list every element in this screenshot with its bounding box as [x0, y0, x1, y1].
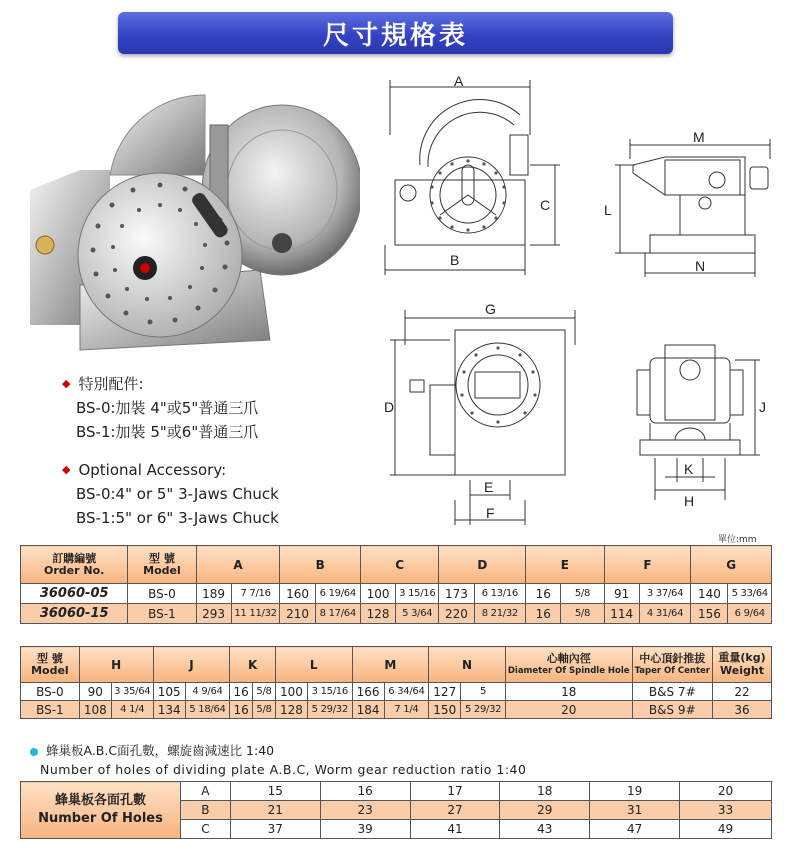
table-row [21, 782, 772, 801]
table-cell: 15 [230, 782, 320, 801]
tailstock-side-drawing [595, 125, 780, 285]
table-cell: 16 [320, 782, 410, 801]
table-cell: 36 [712, 701, 771, 719]
header-col-k: K [230, 647, 276, 683]
table-cell: 11 11/32 [231, 604, 280, 624]
header-col-m: M [352, 647, 429, 683]
model-cell: BS-0 [128, 584, 196, 604]
table-cell: 49 [680, 820, 772, 839]
table-row [21, 683, 772, 701]
table-cell: 8 17/64 [315, 604, 360, 624]
header-model: 型 號 Model [21, 647, 80, 683]
dim-label-h: H [684, 493, 695, 509]
header-col-l: L [275, 647, 352, 683]
table-cell: 8 21/32 [474, 604, 526, 624]
table-cell: 5/8 [561, 584, 604, 604]
table-cell: 39 [320, 820, 410, 839]
table-cell: 189 [196, 584, 231, 604]
header-col-e: E [526, 546, 604, 584]
table-cell: 16 [230, 683, 253, 701]
dim-label-a: A [454, 75, 464, 89]
table-cell: B&S 7# [632, 683, 712, 701]
table-cell: 128 [275, 701, 307, 719]
header-taper: 中心頂針推拔 Taper Of Center [632, 647, 712, 683]
table-cell: 5 29/32 [461, 701, 506, 719]
holes-table [20, 781, 772, 839]
table-cell: 114 [604, 604, 639, 624]
dim-label-n: N [695, 258, 706, 274]
table-cell: 6 13/16 [474, 584, 526, 604]
dim-label-b: B [450, 252, 460, 268]
table-cell: 6 9/64 [728, 604, 772, 624]
table-cell: 5/8 [561, 604, 604, 624]
table-cell: 4 31/64 [639, 604, 691, 624]
accessory-zh-line: BS-0:加裝 4"或5"普通三爪 [76, 399, 259, 417]
spec-table-1 [20, 545, 772, 624]
dim-label-l: L [604, 202, 612, 218]
accessory-en-line: BS-0:4" or 5" 3-Jaws Chuck [76, 485, 279, 503]
table-cell: 134 [153, 701, 185, 719]
table-cell: 3 15/16 [308, 683, 353, 701]
table-cell: 4 1/4 [111, 701, 153, 719]
table-cell: 91 [604, 584, 639, 604]
table-row [21, 584, 772, 604]
table-cell: 21 [230, 801, 320, 820]
table-cell: 18 [500, 782, 590, 801]
header-col-c: C [360, 546, 438, 584]
accessory-zh-title: 特別配件: [78, 375, 144, 393]
table-cell: 37 [230, 820, 320, 839]
spec-table-2 [20, 646, 772, 719]
page-title: 尺寸規格表 [322, 20, 468, 51]
table-cell: 41 [410, 820, 500, 839]
header-weight: 重量(kg) Weight [712, 647, 771, 683]
table-cell: 108 [79, 701, 111, 719]
table-cell: 100 [360, 584, 395, 604]
table-cell: 4 9/64 [185, 683, 230, 701]
tailstock-end-drawing [625, 340, 785, 520]
table-cell: 22 [712, 683, 771, 701]
table-cell: 33 [680, 801, 772, 820]
table-cell: 160 [280, 584, 315, 604]
accessory-en-title: Optional Accessory: [78, 461, 227, 479]
table-cell: 127 [429, 683, 461, 701]
table-cell: 5 3/64 [396, 604, 439, 624]
table-cell: 5 18/64 [185, 701, 230, 719]
table-cell: 140 [691, 584, 728, 604]
accessory-notes [62, 372, 279, 530]
header-order-no: 訂購編號 Order No. [21, 546, 128, 584]
table-cell: 5/8 [253, 701, 276, 719]
table-cell: 210 [280, 604, 315, 624]
plate-label: C [180, 820, 230, 839]
table-cell: 16 [230, 701, 253, 719]
header-holes: 蜂巢板各面孔數 Number Of Holes [21, 782, 181, 839]
table-cell: 47 [590, 820, 680, 839]
model-cell: BS-0 [21, 683, 80, 701]
dim-label-f: F [486, 505, 495, 521]
table-cell: 16 [526, 584, 561, 604]
diamond-bullet-icon: ◆ [62, 377, 71, 390]
table-cell: 90 [79, 683, 111, 701]
table-row [21, 701, 772, 719]
ratio-note-en: Number of holes of dividing plate A.B.C, Worm gear reduction ratio 1:40 [40, 762, 527, 777]
ratio-note-zh: 蜂巢板A.B.C面孔數，螺旋齒減速比 1:40 [30, 741, 274, 759]
table-cell: 7 1/4 [384, 701, 429, 719]
table-cell: 100 [275, 683, 307, 701]
model-cell: BS-1 [21, 701, 80, 719]
table-cell: 6 34/64 [384, 683, 429, 701]
header-col-n: N [429, 647, 506, 683]
table-cell: 184 [352, 701, 384, 719]
front-view-drawing [380, 75, 570, 285]
table-cell: 3 15/16 [396, 584, 439, 604]
table-cell: 128 [360, 604, 395, 624]
model-cell: BS-1 [128, 604, 196, 624]
dim-label-e: E [484, 479, 494, 495]
table-cell: 31 [590, 801, 680, 820]
table-cell: 20 [680, 782, 772, 801]
header-col-d: D [439, 546, 526, 584]
table-cell: 173 [439, 584, 474, 604]
header-col-g: G [691, 546, 772, 584]
table-cell: 18 [505, 683, 632, 701]
top-view-drawing [380, 300, 580, 530]
accessory-zh-line: BS-1:加裝 5"或6"普通三爪 [76, 423, 259, 441]
table-row [21, 604, 772, 624]
dim-label-m: M [693, 129, 705, 145]
title-banner [118, 12, 673, 54]
table-cell: 27 [410, 801, 500, 820]
table-cell: 43 [500, 820, 590, 839]
table-cell: 7 7/16 [231, 584, 280, 604]
table-cell: 5/8 [253, 683, 276, 701]
accessory-en-line: BS-1:5" or 6" 3-Jaws Chuck [76, 509, 279, 527]
header-col-b: B [280, 546, 361, 584]
table-cell: 29 [500, 801, 590, 820]
header-model: 型 號 Model [128, 546, 196, 584]
table-cell: 16 [526, 604, 561, 624]
table-cell: 5 [461, 683, 506, 701]
dim-label-k: K [684, 461, 694, 477]
table-cell: 166 [352, 683, 384, 701]
plate-label: A [180, 782, 230, 801]
bullet-dot-icon [30, 748, 38, 756]
order-no-cell: 36060-15 [21, 604, 128, 624]
table-cell: 23 [320, 801, 410, 820]
table-cell: 220 [439, 604, 474, 624]
table-cell: 17 [410, 782, 500, 801]
table-cell: 20 [505, 701, 632, 719]
table-cell: 156 [691, 604, 728, 624]
table-cell: 293 [196, 604, 231, 624]
header-col-f: F [604, 546, 691, 584]
table-cell: 5 29/32 [308, 701, 353, 719]
order-no-cell: 36060-05 [21, 584, 128, 604]
header-col-h: H [79, 647, 153, 683]
table-cell: 5 33/64 [728, 584, 772, 604]
table-cell: 150 [429, 701, 461, 719]
dim-label-c: C [540, 197, 551, 213]
table-cell: 6 19/64 [315, 584, 360, 604]
unit-label: 單位:mm [718, 535, 757, 545]
table-cell: 19 [590, 782, 680, 801]
table-cell: B&S 9# [632, 701, 712, 719]
dim-label-d: D [384, 399, 395, 415]
table-cell: 3 35/64 [111, 683, 153, 701]
dim-label-g: G [485, 301, 496, 317]
header-col-a: A [196, 546, 280, 584]
table-cell: 105 [153, 683, 185, 701]
header-spindle-hole: 心軸內徑 Diameter Of Spindle Hole [505, 647, 632, 683]
product-photo [20, 80, 360, 365]
plate-label: B [180, 801, 230, 820]
dim-label-j: J [759, 399, 766, 415]
table-cell: 3 37/64 [639, 584, 691, 604]
diamond-bullet-icon: ◆ [62, 463, 71, 476]
header-col-j: J [153, 647, 230, 683]
